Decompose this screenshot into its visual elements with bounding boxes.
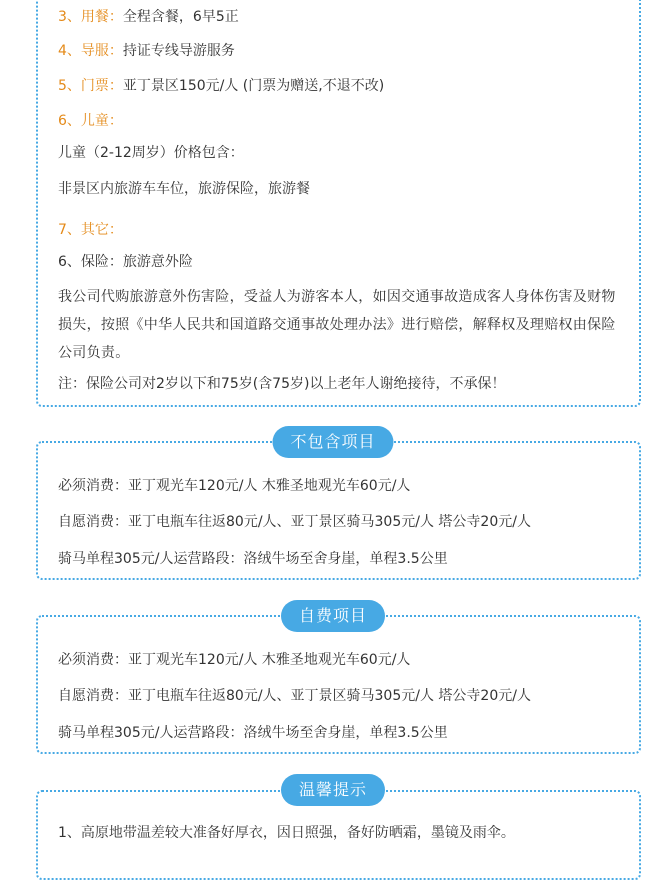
insurance-line: 6、保险：旅游意外险 [58,254,193,270]
not-included-line: 自愿消费：亚丁电瓶车往返80元/人、亚丁景区骑马305元/人 塔公寺20元/人 [58,514,531,530]
ticket-row [58,75,628,97]
ticket-label: 5、门票： [58,78,123,94]
meal-row [58,6,628,28]
not-included-title: 不包含项目 [272,426,393,458]
meal-label: 3、用餐： [58,9,123,25]
other-label: 7、其它： [58,222,123,238]
self-paid-title: 自费项目 [281,600,385,632]
tips-title: 温馨提示 [281,774,385,806]
child-label: 6、儿童： [58,113,123,129]
self-paid-line: 骑马单程305元/人运营路段：洛绒牛场至舍身崖，单程3.5公里 [58,725,448,741]
tips-line: 1、高原地带温差较大准备好厚衣，因日照强，备好防晒霜，墨镜及雨伞。 [58,825,515,841]
guide-row [58,40,628,62]
insurance-note: 注：保险公司对2岁以下和75岁(含75岁)以上老年人谢绝接待，不承保！ [58,376,506,392]
child-price-includes: 儿童（2-12周岁）价格包含： [58,145,244,161]
guide-label: 4、导服： [58,43,123,59]
ticket-value: 亚丁景区150元/人 (门票为赠送,不退不改) [122,78,385,94]
self-paid-line: 必须消费：亚丁观光车120元/人 木雅圣地观光车60元/人 [58,652,411,668]
meal-value: 全程含餐，6早5正 [122,9,239,25]
insurance-description: 我公司代购旅游意外伤害险，受益人为游客本人，如因交通事故造成客人身体伤害及财物损失，按照《中华人民共和国道路交通事故处理办法》进行赔偿，解释权及理赔权由保险公司负责。 [58,289,616,361]
self-paid-line: 自愿消费：亚丁电瓶车往返80元/人、亚丁景区骑马305元/人 塔公寺20元/人 [58,688,531,704]
not-included-line: 骑马单程305元/人运营路段：洛绒牛场至舍身崖，单程3.5公里 [58,551,448,567]
not-included-line: 必须消费：亚丁观光车120元/人 木雅圣地观光车60元/人 [58,478,411,494]
child-items: 非景区内旅游车车位，旅游保险，旅游餐 [58,181,310,197]
guide-value: 持证专线导游服务 [122,43,235,59]
